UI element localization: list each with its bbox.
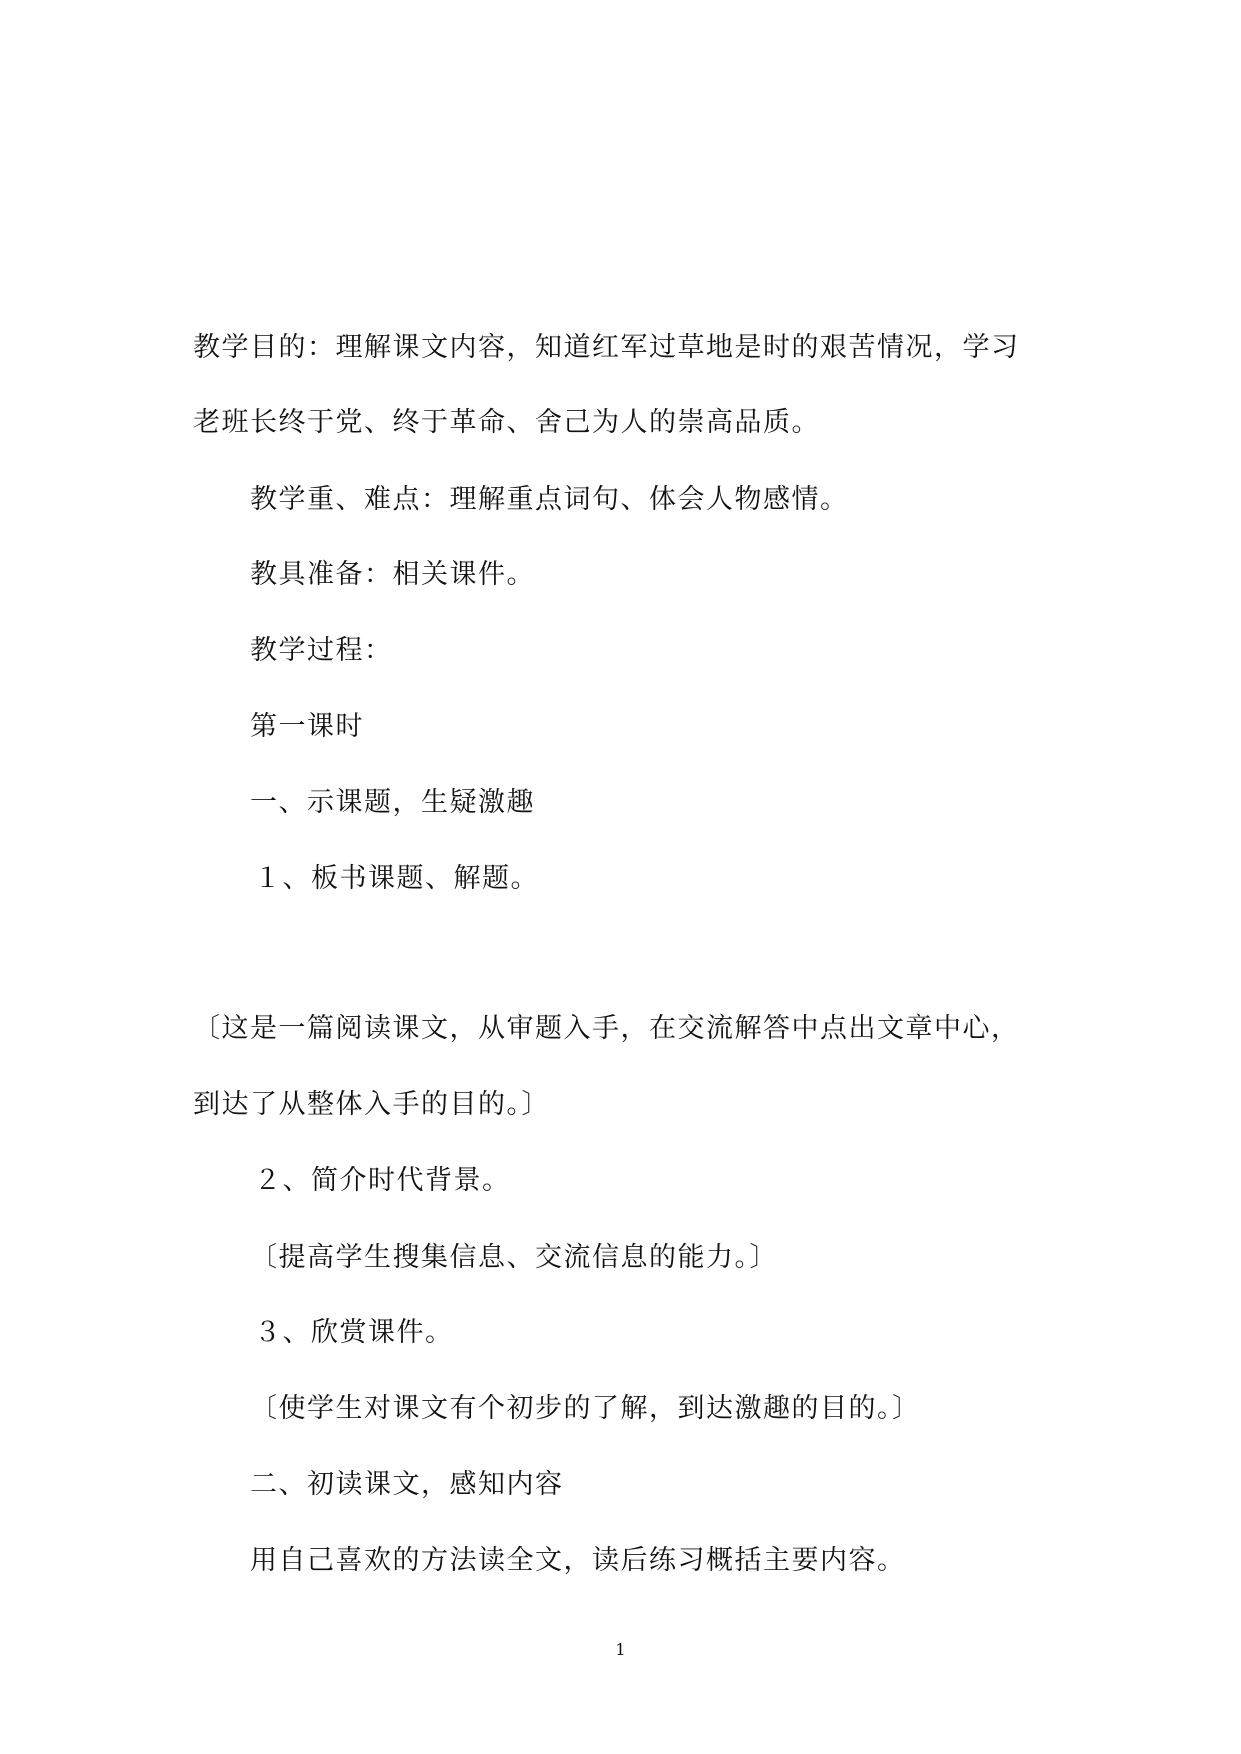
key-points-line: 教学重、难点：理解重点词句、体会人物感情。 — [250, 484, 849, 515]
section-one-heading: 一、示课题，生疑激趣 — [250, 787, 535, 818]
objective-line-1: 教学目的：理解课文内容，知道红军过草地是时的艰苦情况，学习 — [193, 332, 1020, 363]
lesson-one-heading: 第一课时 — [250, 711, 364, 742]
note-3-line: 〔使学生对课文有个初步的了解，到达激趣的目的。〕 — [250, 1393, 921, 1424]
note-2-line: 〔提高学生搜集信息、交流信息的能力。〕 — [250, 1242, 778, 1273]
step-2-line: ２、简介时代背景。 — [254, 1165, 511, 1196]
materials-line: 教具准备：相关课件。 — [250, 559, 535, 590]
note-1-line-1: 〔这是一篇阅读课文，从审题入手，在交流解答中点出文章中心， — [193, 1013, 1020, 1044]
reading-task-line: 用自己喜欢的方法读全文，读后练习概括主要内容。 — [250, 1545, 906, 1576]
section-two-heading: 二、初读课文，感知内容 — [250, 1469, 564, 1500]
objective-line-2: 老班长终于党、终于革命、舍己为人的崇高品质。 — [193, 407, 820, 438]
process-heading: 教学过程： — [250, 635, 393, 666]
page-number: 1 — [615, 1640, 626, 1659]
note-1-line-2: 到达了从整体入手的目的。〕 — [193, 1089, 550, 1120]
step-3-line: ３、欣赏课件。 — [254, 1317, 454, 1348]
step-1-line: １、板书课题、解题。 — [254, 863, 539, 894]
